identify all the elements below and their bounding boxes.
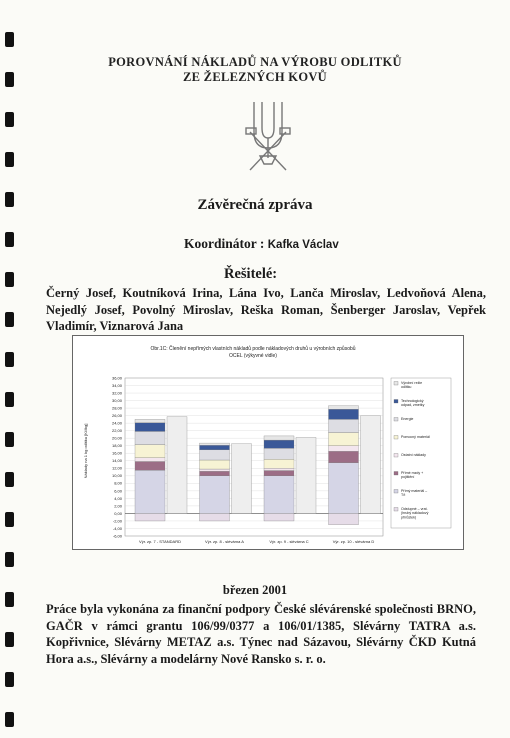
binding-hole — [5, 232, 14, 247]
binding-hole — [5, 472, 14, 487]
binding-hole — [5, 312, 14, 327]
legend-label: odpad, zmetky — [401, 403, 425, 408]
comparison-bar — [296, 437, 316, 513]
y-tick-label: 26,00 — [111, 413, 122, 419]
stacked-bar-segment — [135, 462, 165, 471]
x-category-label: Výr. zp. 7 - STANDARD — [139, 539, 181, 544]
legend-swatch — [394, 418, 398, 422]
legend-label: (hrubý nákladový — [401, 511, 429, 516]
binding-hole — [5, 552, 14, 567]
stacked-bar-segment — [329, 409, 359, 419]
stacked-bar-segment — [329, 513, 359, 524]
legend-swatch — [394, 490, 398, 494]
stacked-bar-segment — [329, 451, 359, 462]
stacked-bar-segment — [135, 458, 165, 462]
spiral-binding — [0, 0, 22, 738]
x-category-label: Výr. zp. 10 - slévárna D — [332, 539, 375, 544]
binding-hole — [5, 272, 14, 287]
stacked-bar-segment — [135, 419, 165, 422]
binding-hole — [5, 712, 14, 727]
legend-swatch — [394, 472, 398, 476]
legend-label: Přímé mzdy + — [401, 471, 424, 475]
legend-label: Přímý materiál – — [401, 489, 428, 493]
y-tick-label: -4,00 — [112, 525, 122, 531]
funding-statement: Práce byla vykonána za finanční podpory České slévárenské společnosti BRNO, GAČR v rámci grantu 106/99/0377 a 106/01/1385, Slévárny TATRA a.s. Kopřivnice, Slévárny METAZ a.s. Týnec nad Sázavou, Slévárny ČKD Kutná Hora a.s., Slévárny a modelárny Nové Ransko s. r. o. — [46, 602, 476, 666]
y-tick-label: 32,00 — [111, 390, 122, 396]
chart-svg — [73, 336, 463, 549]
stacked-bar-segment — [135, 431, 165, 444]
y-tick-label: 36,00 — [111, 375, 122, 381]
stacked-bar-segment — [329, 433, 359, 446]
stacked-bar-segment — [135, 423, 165, 432]
stacked-bar-segment — [200, 443, 230, 445]
comparison-bar — [232, 444, 252, 514]
stacked-bar-segment — [200, 476, 230, 514]
coordinator-label: Koordinátor : — [184, 236, 265, 251]
binding-hole — [5, 152, 14, 167]
coordinator-name: Kafka Václav — [267, 239, 339, 251]
x-category-label: Výr. zp. 9 - slévárna C — [269, 539, 309, 544]
y-tick-label: -6,00 — [112, 533, 122, 539]
y-tick-label: 28,00 — [111, 405, 122, 411]
stacked-bar-segment — [264, 440, 294, 448]
document-title-line1: POROVNÁNÍ NÁKLADŮ NA VÝROBU ODLITKŮ — [108, 55, 402, 69]
y-tick-label: 24,00 — [111, 420, 122, 426]
stacked-bar-segment — [135, 470, 165, 513]
stacked-bar-segment — [264, 459, 294, 468]
comparison-bar — [361, 416, 381, 514]
stacked-bar-segment — [264, 448, 294, 459]
stacked-bar-segment — [135, 445, 165, 458]
stacked-bar-segment — [200, 450, 230, 460]
stacked-bar-segment — [329, 463, 359, 514]
y-tick-label: 10,00 — [111, 473, 122, 479]
y-tick-label: 12,00 — [111, 465, 122, 471]
binding-hole — [5, 352, 14, 367]
stacked-bar-segment — [264, 471, 294, 476]
stacked-bar-segment — [200, 513, 230, 521]
cost-chart — [72, 335, 464, 550]
y-tick-label: 8,00 — [114, 480, 122, 486]
legend-label: Pomocný materiál — [401, 435, 430, 439]
legend-label: Technologický — [401, 399, 424, 403]
legend-label: odlitku — [401, 385, 412, 390]
stacked-bar-segment — [135, 513, 165, 521]
chart-title: Obr.1C: Členění nepřímých vlastních nákladů podle nákladových druhů u výrobních způsobů — [150, 346, 356, 352]
binding-hole — [5, 112, 14, 127]
researchers-list: Černý Josef, Koutníková Irina, Lána Ivo, Lanča Miroslav, Ledvoňová Alena, Nejedlý Josef, Povolný Miroslav, Reška Roman, Šenberger Jaroslav, Vepřek Vladimír, Viznarová Jana — [46, 286, 486, 333]
stacked-bar-segment — [329, 419, 359, 432]
legend-label: Výrobní režie — [401, 381, 423, 385]
y-tick-label: 20,00 — [111, 435, 122, 441]
stacked-bar-segment — [200, 460, 230, 469]
coordinator — [184, 236, 339, 252]
chart-y-label: Náklady na 1 kg odlitku [Kč/kg] — [83, 423, 88, 479]
stacked-bar-segment — [329, 446, 359, 452]
report-date: březen 2001 — [222, 583, 288, 597]
stacked-bar-segment — [329, 406, 359, 409]
researchers-heading: Řešitelé: — [224, 266, 278, 282]
y-tick-label: 34,00 — [111, 382, 122, 388]
stacked-bar-segment — [264, 436, 294, 440]
stacked-bar-segment — [200, 471, 230, 476]
y-tick-label: 6,00 — [114, 488, 122, 494]
x-category-label: Výr. zp. 8 - slévárna A — [205, 539, 244, 544]
legend-label: T/t — [401, 493, 406, 498]
legend-swatch — [394, 382, 398, 386]
legend-label: pojištění — [401, 475, 415, 480]
y-tick-label: 2,00 — [114, 503, 122, 509]
stacked-bar-segment — [200, 469, 230, 471]
stacked-bar-segment — [200, 445, 230, 450]
binding-hole — [5, 632, 14, 647]
binding-hole — [5, 432, 14, 447]
binding-hole — [5, 392, 14, 407]
y-tick-label: 22,00 — [111, 428, 122, 434]
foundry-emblem-icon — [240, 98, 296, 183]
comparison-bar — [167, 417, 187, 514]
y-tick-label: 16,00 — [111, 450, 122, 456]
stacked-bar-segment — [264, 476, 294, 514]
legend-label: přírůstek) — [401, 515, 417, 520]
legend-swatch — [394, 454, 398, 458]
y-tick-label: 18,00 — [111, 443, 122, 449]
y-tick-label: 14,00 — [111, 458, 122, 464]
stacked-bar-segment — [264, 468, 294, 470]
stacked-bar-segment — [264, 513, 294, 521]
legend-label: Odstupné – vrat. — [401, 507, 428, 511]
chart-subtitle: OCEL (výkyvné vidle) — [229, 353, 277, 359]
binding-hole — [5, 512, 14, 527]
legend-swatch — [394, 400, 398, 404]
binding-hole — [5, 32, 14, 47]
binding-hole — [5, 672, 14, 687]
legend-label: Ostatní náklady — [401, 453, 426, 457]
y-tick-label: -2,00 — [112, 518, 122, 524]
legend-swatch — [394, 436, 398, 440]
legend-label: Energie — [401, 417, 414, 421]
y-tick-label: 0,00 — [114, 510, 122, 516]
report-title: Závěrečná zpráva — [197, 197, 313, 213]
y-tick-label: 30,00 — [111, 397, 122, 403]
legend-swatch — [394, 508, 398, 512]
document-title-line2: ZE ŽELEZNÝCH KOVŮ — [182, 70, 328, 84]
y-tick-label: 4,00 — [114, 495, 122, 501]
